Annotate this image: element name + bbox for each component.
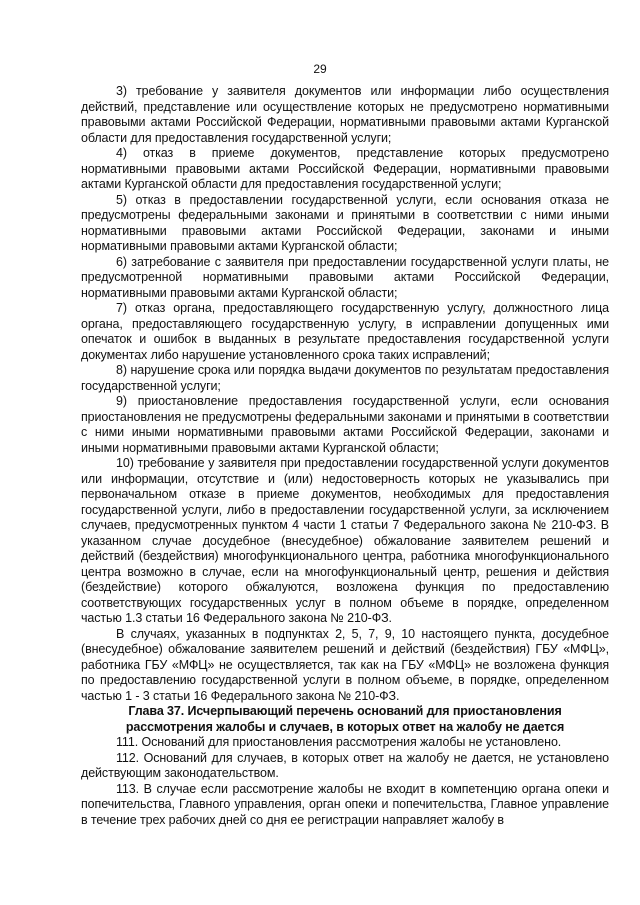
paragraph-item-7: 7) отказ органа, предоставляющего государственную услугу, должностного лица органа, предоставляющего государственную услугу, в исправлении допущенных ими опечаток и ошибок в выданных в результате предоставления государственной услуги документах либо нарушение установленного срока таких исправлений; bbox=[81, 301, 609, 362]
paragraph-item-10: 10) требование у заявителя при предоставлении государственной услуги документов или информации, отсутствие и (или) недостоверность которых не указывались при первоначальном отказе в приеме документов, необходимых для предоставления государственной услуги, либо в предоставлении государственной услуги, за исключением случаев, предусмотренных пунктом 4 части 1 статьи 7 Федерального закона № 210-ФЗ. В указанном случае досудебное (внесудебное) обжалование заявителем решений и действий (бездействия) многофункционального центра, работника многофункционального центра возможно в случае, если на многофункциональный центр, решения и действия (бездействие) которого обжалуются, возложена функция по предоставлению соответствующих государственных услуг в полном объеме в порядке, определенном частью 1.3 статьи 16 Федерального закона № 210-ФЗ. bbox=[81, 456, 609, 625]
chapter-heading bbox=[81, 704, 609, 735]
paragraph-item-6: 6) затребование с заявителя при предоставлении государственной услуги платы, не предусмотренной нормативными правовыми актами Российской Федерации, нормативными правовыми актами Курганской области; bbox=[81, 254, 609, 300]
paragraph-item-4: 4) отказ в приеме документов, представление которых предусмотрено нормативными правовыми актами Российской Федерации, нормативными правовыми актами Курганской области для предоставления государственной услуги; bbox=[81, 146, 609, 191]
paragraph-item-9: 9) приостановление предоставления государственной услуги, если основания приостановления не предусмотрены федеральными законами и принятыми в соответствии с ними иными нормативными правовыми актами Российской Федерации, законами и иными нормативными правовыми актами Курганской области; bbox=[81, 394, 609, 455]
paragraph-113: 113. В случае если рассмотрение жалобы не входит в компетенцию органа опеки и попечительства, Главного управления, орган опеки и попечительства, Главное управление в течение трех рабочих дней со дня ее регистрации направляет жалобу в bbox=[81, 781, 609, 827]
chapter-heading-line1: Глава 37. Исчерпывающий перечень оснований для приостановления bbox=[128, 704, 562, 718]
page-number: 29 bbox=[313, 62, 327, 76]
paragraph-112: 112. Оснований для случаев, в которых ответ на жалобу не дается, не установлено действующим законодательством. bbox=[81, 750, 609, 780]
paragraph-exceptions: В случаях, указанных в подпунктах 2, 5, 7, 9, 10 настоящего пункта, досудебное (внесудебное) обжалование заявителем решений и действий (бездействия) ГБУ «МФЦ», работника ГБУ «МФЦ» не осуществляется, так как на ГБУ «МФЦ» не возложена функция по предоставлению государственной услуги в полном объеме, в порядке, определенном частью 1 - 3 статьи 16 Федерального закона № 210-ФЗ. bbox=[81, 626, 609, 703]
paragraph-111: 111. Оснований для приостановления рассмотрения жалобы не установлено. bbox=[116, 735, 562, 749]
paragraph-item-8: 8) нарушение срока или порядка выдачи документов по результатам предоставления государственной услуги; bbox=[81, 363, 609, 393]
document-body bbox=[81, 84, 609, 828]
paragraph-item-3: 3) требование у заявителя документов или информации либо осуществления действий, представление или осуществление которых не предусмотрено нормативными правовыми актами Российской Федерации, нормативными правовыми актами Курганской области для предоставления государственной услуги; bbox=[81, 84, 609, 145]
chapter-heading-line2: рассмотрения жалобы и случаев, в которых ответ на жалобу не дается bbox=[125, 719, 565, 734]
paragraph-item-5: 5) отказ в предоставлении государственной услуги, если основания отказа не предусмотрены федеральными законами и принятыми в соответствии с ними иными нормативными правовыми актами Российской Федерации, законами и иными нормативными правовыми актами Курганской области; bbox=[81, 192, 609, 253]
